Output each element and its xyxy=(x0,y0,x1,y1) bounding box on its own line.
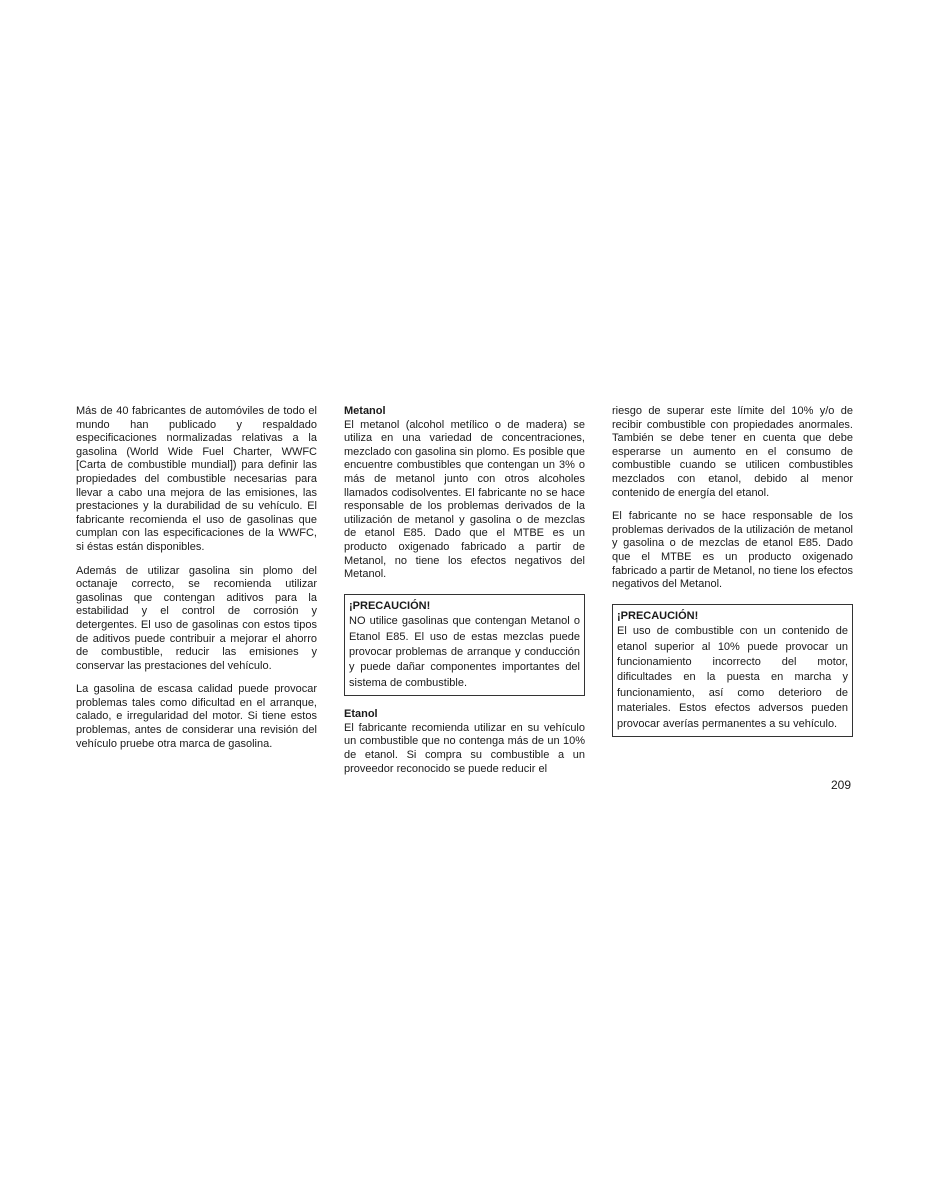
text-etanol: El fabricante recomienda utilizar en su vehículo un combustible que no contenga más de un 10% de etanol. Si compra su combustible a un proveedor reconocido se puede reducir el xyxy=(344,721,585,775)
heading-metanol: Metanol xyxy=(344,405,386,417)
caution-box-metanol xyxy=(344,594,585,696)
paragraph-manufacturer-liability: El fabricante no se hace responsable de los problemas derivados de la utilización de metanol y gasolina o de mezclas de etanol E85. Dado que el MTBE es un producto oxigenado fabricado a partir de Metanol, no tiene los efectos negativos del Metanol. xyxy=(612,510,853,591)
paragraph-wwfc: Más de 40 fabricantes de automóviles de todo el mundo han publicado y respaldado especificaciones normalizadas relativas a la gasolina (World Wide Fuel Charter, WWFC [Carta de combustible mundial]) para definir las propiedades del combustible necesarias para llevar a cabo una mejora de las emisiones, las prestaciones y la durabilidad de su vehículo. El fabricante recomienda el uso de gasolinas que cumplan con las especificaciones de la WWFC, si éstas están disponibles. xyxy=(76,405,317,553)
paragraph-low-quality: La gasolina de escasa calidad puede provocar problemas tales como dificultad en el arranque, calado, e irregularidad del motor. Si tiene estos problemas, antes de considerar una revisión del vehículo pruebe otra marca de gasolina. xyxy=(76,683,317,750)
paragraph-etanol-continued: riesgo de superar este límite del 10% y/o de recibir combustible con propiedades anormales. También se debe tener en cuenta que debe esperarse un aumento en el consumo de combustible cuando se utilicen combustibles mezclados con etanol, debido al menor contenido de energía del etanol. xyxy=(612,405,853,499)
caution-text: NO utilice gasolinas que contengan Metanol o Etanol E85. El uso de estas mezclas puede provocar problemas de arranque y conducción y puede dañar componentes importantes del sistema de combustible. xyxy=(349,615,580,689)
column-3 xyxy=(612,405,853,749)
caution-title: ¡PRECAUCIÓN! xyxy=(617,609,699,622)
caution-title: ¡PRECAUCIÓN! xyxy=(349,599,431,612)
page-number: 209 xyxy=(831,778,852,792)
column-1 xyxy=(76,405,317,761)
column-2 xyxy=(344,405,585,786)
text-metanol: El metanol (alcohol metílico o de madera) se utiliza en una variedad de concentraciones, mezclado con gasolina sin plomo. Es posible que encuentre combustibles que contengan un 3% o más de metanol junto con otros alcoholes llamados codisolventes. El fabricante no se hace responsable de los problemas derivados de la utilización de metanol y gasolina o de mezclas de etanol E85. Dado que el MTBE es un producto oxigenado fabricado a partir de Metanol, no tiene los efectos negativos del Metanol. xyxy=(344,418,585,581)
section-etanol xyxy=(344,708,585,776)
caution-box-etanol xyxy=(612,604,853,737)
section-metanol xyxy=(344,405,585,582)
paragraph-additives: Además de utilizar gasolina sin plomo del octanaje correcto, se recomienda utilizar gasolinas que contengan aditivos para la estabilidad y el control de corrosión y detergentes. El uso de gasolinas con estos tipos de aditivos puede contribuir a mejorar el ahorro de combustible, reducir las emisiones y conservar las prestaciones del vehículo. xyxy=(76,564,317,672)
heading-etanol: Etanol xyxy=(344,708,378,721)
caution-text: El uso de combustible con un contenido de etanol superior al 10% puede provocar un funcionamiento incorrecto del motor, dificultades en la puesta en marcha y funcionamiento, así como deterioro de materiales. Estos efectos adversos pueden provocar averías permanentes a su vehículo. xyxy=(617,625,848,730)
